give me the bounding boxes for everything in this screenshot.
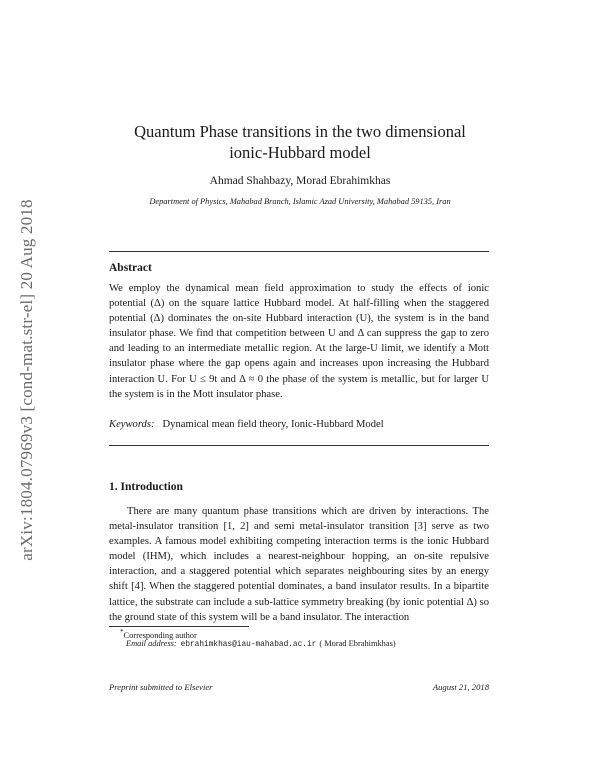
abstract-heading: Abstract — [109, 262, 152, 274]
keywords-text: Dynamical mean field theory, Ionic-Hubbard Model — [162, 419, 384, 430]
keywords — [109, 419, 489, 430]
title-line-1: Quantum Phase transitions in the two dimensional — [134, 122, 466, 141]
authors: Ahmad Shahbazy, Morad Ebrahimkhas — [209, 175, 391, 187]
footer-preprint: Preprint submitted to Elsevier — [109, 682, 213, 692]
section-heading: 1. Introduction — [109, 481, 183, 493]
footnote-email-label: Email address: — [126, 639, 177, 648]
arxiv-identifier: arXiv:1804.07969v3 [cond-mat.str-el] 20 Aug 2018 — [17, 199, 36, 561]
footnote-email — [126, 639, 396, 649]
abstract-top-rule — [109, 251, 489, 252]
footnote-rule — [109, 626, 249, 627]
abstract-text: We employ the dynamical mean field approximation to study the effects of ionic potential (Δ) on the square lattice Hubbard model. At half-filling when the staggered potential (Δ) dominates the on-site Hubbard interaction (U), the system is in the band insulator phase. We find that competition between U and Δ can suppress the gap to zero and leading to an intermediate metallic region. At the large-U limit, we identify a Mott insulator phase where the gap opens again and increases upon increasing the Hubbard interaction U. For U ≤ 9t and Δ ≈ 0 the phase of the system is metallic, but for larger U the system is in the Mott insulator phase. — [109, 283, 489, 400]
arxiv-sidebar — [14, 160, 40, 600]
footnote-marker: * — [120, 628, 124, 636]
footnote-email-name: ( Morad Ebrahimkhas) — [319, 639, 396, 648]
title-line-2: ionic-Hubbard model — [229, 143, 371, 162]
paper-title — [0, 121, 600, 163]
intro-text: There are many quantum phase transitions which are driven by interactions. The metal-insulator transition [1, 2] and semi metal-insulator transition [3] serve as two examples. A famous model exhibiting competing interaction terms is the ionic Hubbard model (IHM), which includes a nearest-neighbour hopping, an on-site repulsive interaction, and a staggered potential which separates neighbouring sites by an energy shift [4]. When the staggered potential dominates, a band insulator results. In a bipartite lattice, the substrate can include a sub-lattice symmetry breaking (by ionic potential Δ) so the ground state of this system will be a band insulator. The interaction — [109, 506, 489, 623]
keywords-label: Keywords: — [109, 419, 155, 430]
abstract-bottom-rule — [109, 445, 489, 446]
email-link[interactable]: ebrahimkhas@iau-mahabad.ac.ir — [180, 641, 317, 649]
footer-date: August 21, 2018 — [432, 682, 489, 692]
affiliation: Department of Physics, Mahabad Branch, Islamic Azad University, Mahabad 59135, Iran — [149, 197, 451, 206]
footnote-corresponding-text: Corresponding author — [123, 630, 197, 640]
